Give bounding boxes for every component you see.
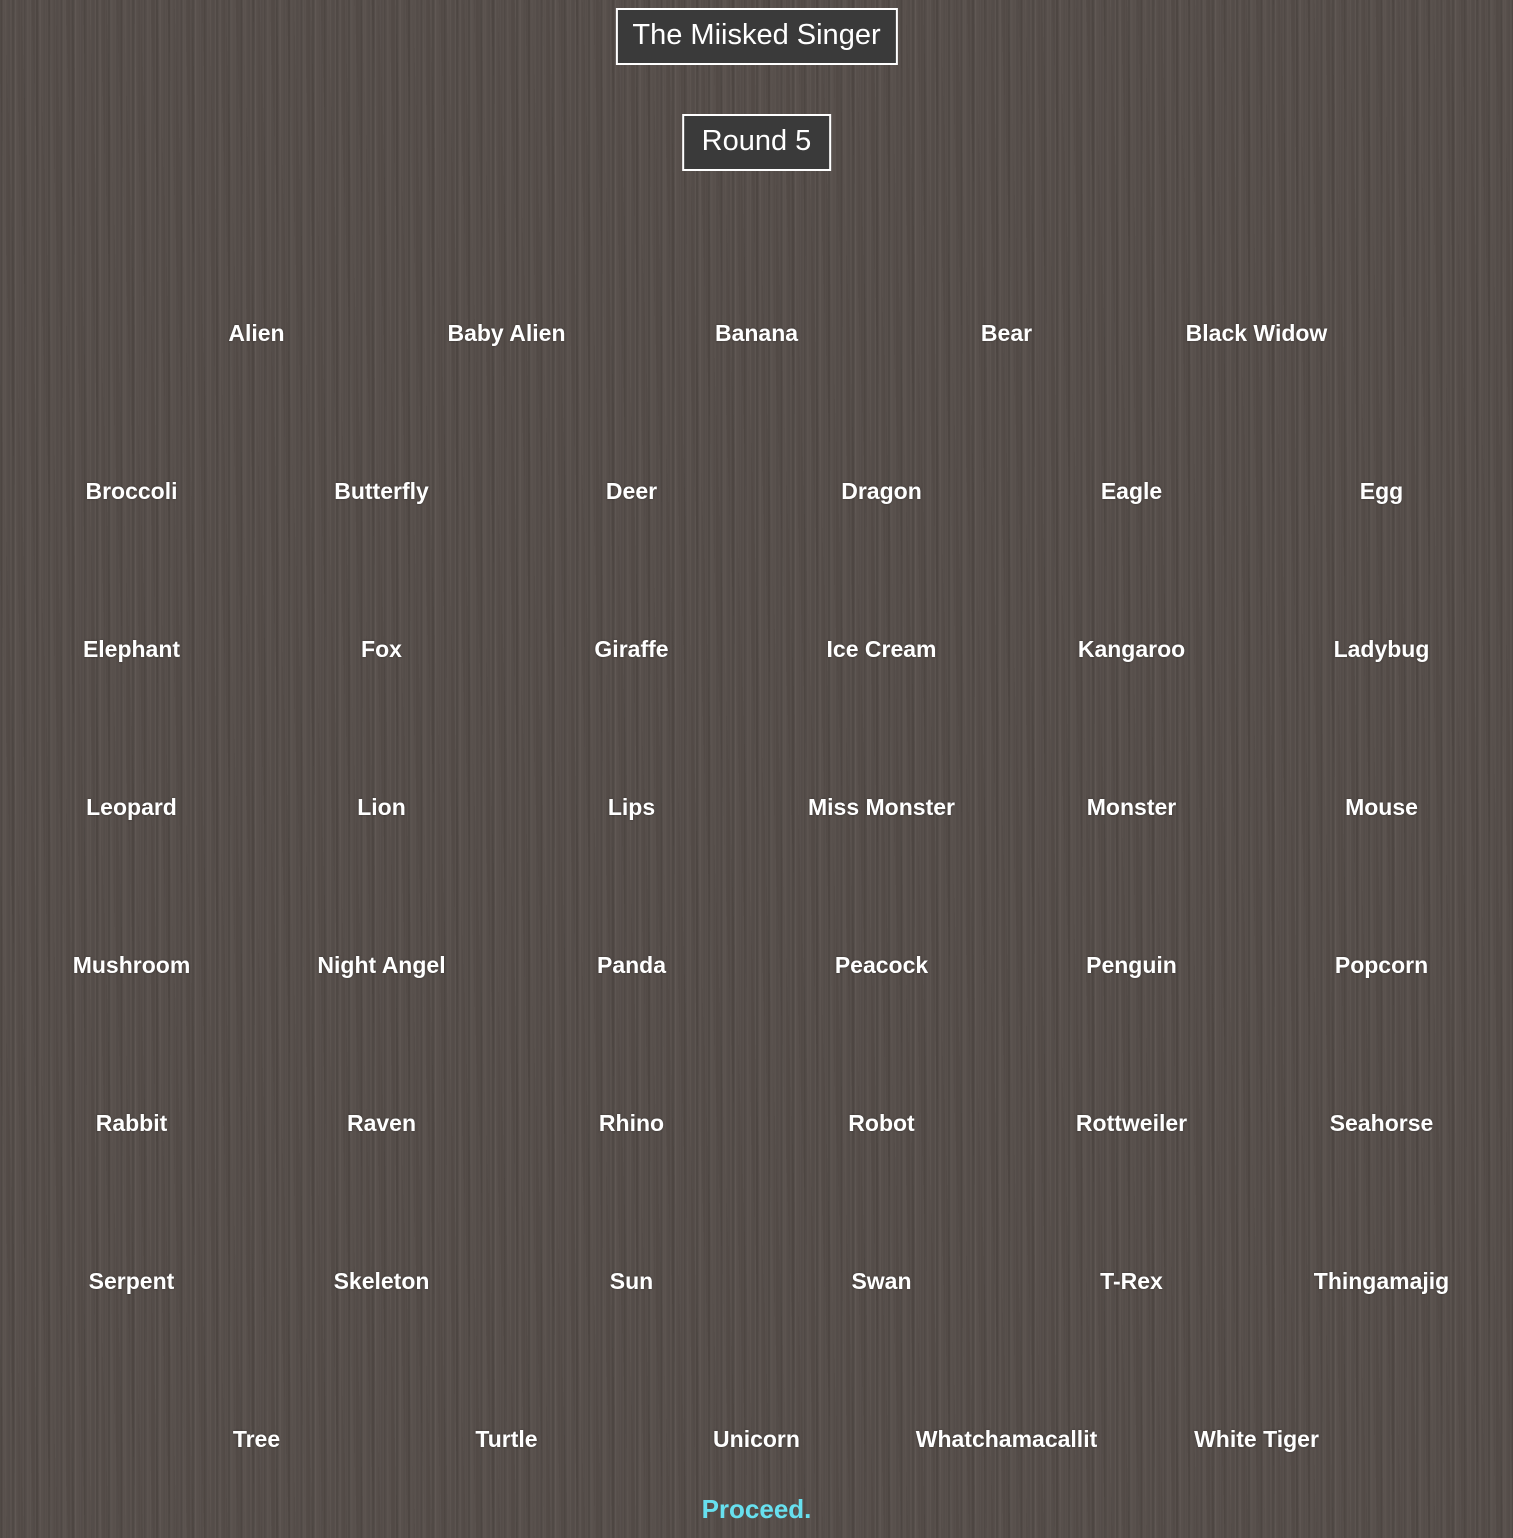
character-name-butterfly[interactable]: Butterfly — [334, 477, 429, 504]
character-name-panda[interactable]: Panda — [596, 951, 667, 978]
character-name-rottweiler[interactable]: Rottweiler — [1075, 1109, 1188, 1136]
character-name-robot[interactable]: Robot — [848, 1109, 915, 1136]
character-name-swan[interactable]: Swan — [851, 1267, 912, 1294]
character-name-popcorn[interactable]: Popcorn — [1334, 951, 1429, 978]
character-row — [0, 1044, 1513, 1202]
round-label: Round 5 — [701, 125, 812, 157]
character-name-fox[interactable]: Fox — [361, 635, 402, 662]
character-name-kangaroo[interactable]: Kangaroo — [1077, 635, 1186, 662]
character-name-rhino[interactable]: Rhino — [598, 1109, 665, 1136]
character-name-lion[interactable]: Lion — [357, 793, 406, 820]
character-name-giraffe[interactable]: Giraffe — [594, 635, 669, 662]
character-name-egg[interactable]: Egg — [1359, 477, 1404, 504]
character-name-bear[interactable]: Bear — [980, 319, 1033, 346]
character-row — [0, 728, 1513, 886]
character-row — [0, 1202, 1513, 1360]
character-name-night-angel[interactable]: Night Angel — [317, 951, 446, 978]
proceed-button[interactable]: Proceed. — [701, 1494, 812, 1524]
character-name-rabbit[interactable]: Rabbit — [95, 1109, 168, 1136]
title-box — [615, 8, 897, 65]
character-name-banana[interactable]: Banana — [714, 319, 799, 346]
character-name-turtle[interactable]: Turtle — [475, 1425, 538, 1452]
character-name-t-rex[interactable]: T-Rex — [1100, 1267, 1163, 1294]
character-name-ladybug[interactable]: Ladybug — [1333, 635, 1430, 662]
character-name-dragon[interactable]: Dragon — [841, 477, 922, 504]
character-name-sun[interactable]: Sun — [609, 1267, 654, 1294]
character-name-miss-monster[interactable]: Miss Monster — [808, 793, 955, 820]
round-box — [682, 114, 832, 171]
character-name-skeleton[interactable]: Skeleton — [333, 1267, 430, 1294]
character-name-serpent[interactable]: Serpent — [88, 1267, 175, 1294]
character-name-tree[interactable]: Tree — [232, 1425, 281, 1452]
character-name-lips[interactable]: Lips — [607, 793, 656, 820]
character-name-baby-alien[interactable]: Baby Alien — [447, 319, 566, 346]
character-name-alien[interactable]: Alien — [228, 319, 285, 346]
character-name-mouse[interactable]: Mouse — [1345, 793, 1418, 820]
character-name-thingamajig[interactable]: Thingamajig — [1313, 1267, 1450, 1294]
character-row — [0, 570, 1513, 728]
character-name-broccoli[interactable]: Broccoli — [85, 477, 178, 504]
character-row — [0, 254, 1513, 412]
character-name-ice-cream[interactable]: Ice Cream — [826, 635, 937, 662]
character-grid — [0, 254, 1513, 1518]
page-title: The Miisked Singer — [632, 19, 881, 51]
character-row — [0, 412, 1513, 570]
character-name-deer[interactable]: Deer — [605, 477, 658, 504]
character-row — [0, 886, 1513, 1044]
character-name-seahorse[interactable]: Seahorse — [1329, 1109, 1434, 1136]
character-name-black-widow[interactable]: Black Widow — [1185, 319, 1328, 346]
character-name-peacock[interactable]: Peacock — [834, 951, 929, 978]
character-name-leopard[interactable]: Leopard — [86, 793, 177, 820]
character-name-unicorn[interactable]: Unicorn — [713, 1425, 800, 1452]
character-name-whatchamacallit[interactable]: Whatchamacallit — [915, 1425, 1098, 1452]
character-name-mushroom[interactable]: Mushroom — [72, 951, 191, 978]
character-name-raven[interactable]: Raven — [346, 1109, 417, 1136]
character-name-elephant[interactable]: Elephant — [82, 635, 181, 662]
character-name-white-tiger[interactable]: White Tiger — [1194, 1425, 1319, 1452]
character-name-eagle[interactable]: Eagle — [1100, 477, 1163, 504]
character-name-penguin[interactable]: Penguin — [1086, 951, 1177, 978]
character-name-monster[interactable]: Monster — [1086, 793, 1177, 820]
